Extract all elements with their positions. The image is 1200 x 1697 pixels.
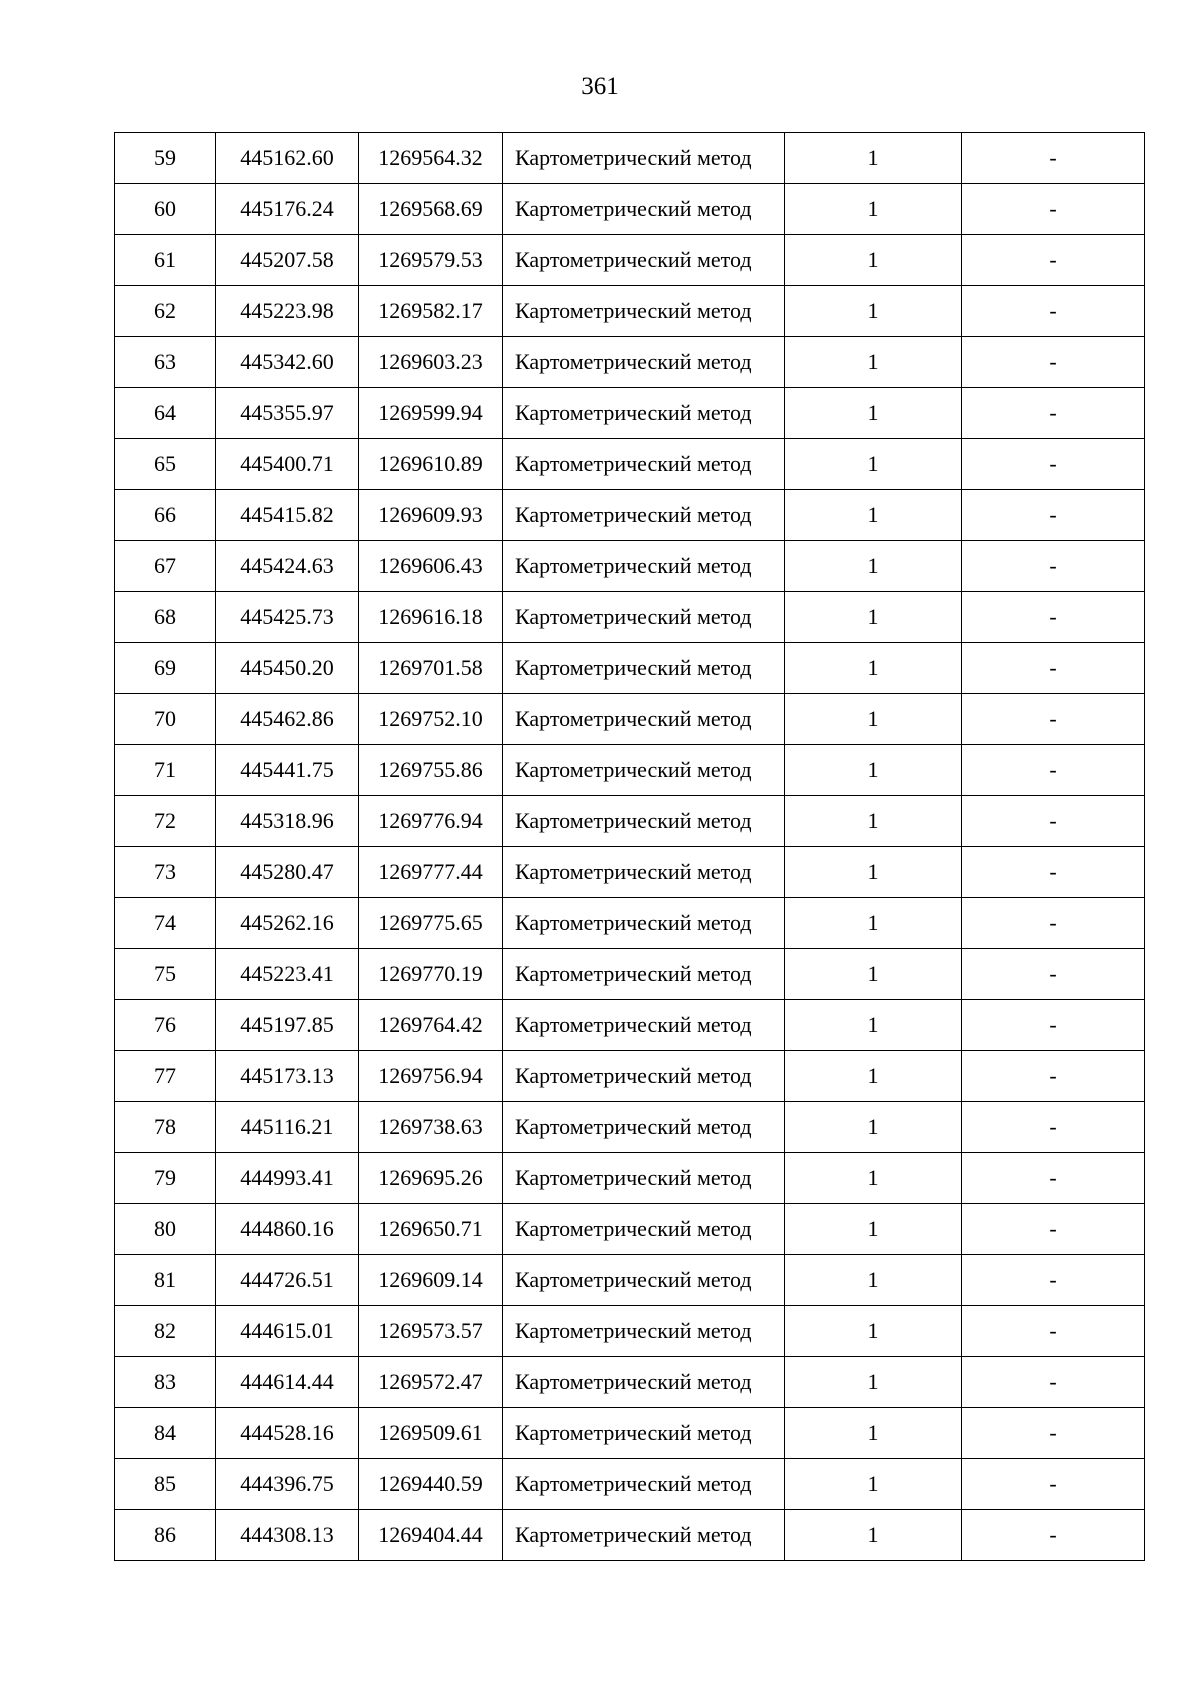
note-cell: - (962, 796, 1145, 847)
method-cell: Картометрический метод (503, 1306, 785, 1357)
table-row (115, 184, 1145, 235)
accuracy-cell: 1 (785, 898, 962, 949)
y-coordinate-cell: 1269616.18 (359, 592, 503, 643)
method-cell: Картометрический метод (503, 898, 785, 949)
page-number: 361 (581, 73, 619, 100)
point-number-cell: 69 (115, 643, 216, 694)
note-cell: - (962, 286, 1145, 337)
x-coordinate-cell: 445262.16 (216, 898, 359, 949)
y-coordinate-cell: 1269701.58 (359, 643, 503, 694)
x-coordinate-cell: 445424.63 (216, 541, 359, 592)
table-row (115, 847, 1145, 898)
method-cell: Картометрический метод (503, 1459, 785, 1510)
point-number-cell: 72 (115, 796, 216, 847)
y-coordinate-cell: 1269650.71 (359, 1204, 503, 1255)
table-row (115, 1357, 1145, 1408)
method-cell: Картометрический метод (503, 286, 785, 337)
table-row (115, 133, 1145, 184)
point-number-cell: 63 (115, 337, 216, 388)
accuracy-cell: 1 (785, 1102, 962, 1153)
point-number-cell: 80 (115, 1204, 216, 1255)
note-cell: - (962, 949, 1145, 1000)
coordinates-table (114, 132, 1145, 1561)
accuracy-cell: 1 (785, 337, 962, 388)
table-row (115, 796, 1145, 847)
y-coordinate-cell: 1269775.65 (359, 898, 503, 949)
y-coordinate-cell: 1269764.42 (359, 1000, 503, 1051)
table-row (115, 898, 1145, 949)
y-coordinate-cell: 1269582.17 (359, 286, 503, 337)
table-row (115, 1510, 1145, 1561)
note-cell: - (962, 1102, 1145, 1153)
note-cell: - (962, 133, 1145, 184)
x-coordinate-cell: 445425.73 (216, 592, 359, 643)
x-coordinate-cell: 445280.47 (216, 847, 359, 898)
note-cell: - (962, 1459, 1145, 1510)
x-coordinate-cell: 444993.41 (216, 1153, 359, 1204)
point-number-cell: 66 (115, 490, 216, 541)
note-cell: - (962, 847, 1145, 898)
accuracy-cell: 1 (785, 235, 962, 286)
method-cell: Картометрический метод (503, 1357, 785, 1408)
point-number-cell: 73 (115, 847, 216, 898)
accuracy-cell: 1 (785, 1510, 962, 1561)
table-row (115, 337, 1145, 388)
table-row (115, 1153, 1145, 1204)
x-coordinate-cell: 444615.01 (216, 1306, 359, 1357)
point-number-cell: 64 (115, 388, 216, 439)
accuracy-cell: 1 (785, 490, 962, 541)
table-row (115, 1000, 1145, 1051)
y-coordinate-cell: 1269755.86 (359, 745, 503, 796)
point-number-cell: 61 (115, 235, 216, 286)
y-coordinate-cell: 1269770.19 (359, 949, 503, 1000)
y-coordinate-cell: 1269695.26 (359, 1153, 503, 1204)
table-row (115, 592, 1145, 643)
table-row (115, 1051, 1145, 1102)
method-cell: Картометрический метод (503, 541, 785, 592)
method-cell: Картометрический метод (503, 796, 785, 847)
x-coordinate-cell: 444860.16 (216, 1204, 359, 1255)
point-number-cell: 83 (115, 1357, 216, 1408)
point-number-cell: 75 (115, 949, 216, 1000)
x-coordinate-cell: 445176.24 (216, 184, 359, 235)
method-cell: Картометрический метод (503, 1051, 785, 1102)
x-coordinate-cell: 445441.75 (216, 745, 359, 796)
note-cell: - (962, 898, 1145, 949)
accuracy-cell: 1 (785, 133, 962, 184)
x-coordinate-cell: 444614.44 (216, 1357, 359, 1408)
table-row (115, 643, 1145, 694)
method-cell: Картометрический метод (503, 643, 785, 694)
table-row (115, 490, 1145, 541)
note-cell: - (962, 1255, 1145, 1306)
x-coordinate-cell: 444396.75 (216, 1459, 359, 1510)
accuracy-cell: 1 (785, 439, 962, 490)
accuracy-cell: 1 (785, 1000, 962, 1051)
accuracy-cell: 1 (785, 949, 962, 1000)
x-coordinate-cell: 444726.51 (216, 1255, 359, 1306)
y-coordinate-cell: 1269776.94 (359, 796, 503, 847)
y-coordinate-cell: 1269568.69 (359, 184, 503, 235)
y-coordinate-cell: 1269752.10 (359, 694, 503, 745)
x-coordinate-cell: 445415.82 (216, 490, 359, 541)
y-coordinate-cell: 1269564.32 (359, 133, 503, 184)
note-cell: - (962, 184, 1145, 235)
x-coordinate-cell: 445400.71 (216, 439, 359, 490)
accuracy-cell: 1 (785, 847, 962, 898)
accuracy-cell: 1 (785, 541, 962, 592)
point-number-cell: 59 (115, 133, 216, 184)
table-row (115, 286, 1145, 337)
accuracy-cell: 1 (785, 1408, 962, 1459)
method-cell: Картометрический метод (503, 439, 785, 490)
point-number-cell: 77 (115, 1051, 216, 1102)
method-cell: Картометрический метод (503, 1102, 785, 1153)
coordinates-table-body (115, 133, 1145, 1561)
note-cell: - (962, 235, 1145, 286)
table-row (115, 1204, 1145, 1255)
method-cell: Картометрический метод (503, 1408, 785, 1459)
method-cell: Картометрический метод (503, 1000, 785, 1051)
method-cell: Картометрический метод (503, 133, 785, 184)
table-row (115, 1408, 1145, 1459)
note-cell: - (962, 592, 1145, 643)
note-cell: - (962, 439, 1145, 490)
accuracy-cell: 1 (785, 694, 962, 745)
point-number-cell: 82 (115, 1306, 216, 1357)
accuracy-cell: 1 (785, 745, 962, 796)
method-cell: Картометрический метод (503, 745, 785, 796)
point-number-cell: 74 (115, 898, 216, 949)
y-coordinate-cell: 1269603.23 (359, 337, 503, 388)
note-cell: - (962, 745, 1145, 796)
x-coordinate-cell: 445207.58 (216, 235, 359, 286)
method-cell: Картометрический метод (503, 490, 785, 541)
accuracy-cell: 1 (785, 796, 962, 847)
method-cell: Картометрический метод (503, 847, 785, 898)
y-coordinate-cell: 1269509.61 (359, 1408, 503, 1459)
point-number-cell: 60 (115, 184, 216, 235)
note-cell: - (962, 541, 1145, 592)
table-row (115, 694, 1145, 745)
table-row (115, 1102, 1145, 1153)
point-number-cell: 70 (115, 694, 216, 745)
accuracy-cell: 1 (785, 1051, 962, 1102)
note-cell: - (962, 490, 1145, 541)
y-coordinate-cell: 1269440.59 (359, 1459, 503, 1510)
method-cell: Картометрический метод (503, 235, 785, 286)
method-cell: Картометрический метод (503, 592, 785, 643)
table-row (115, 235, 1145, 286)
method-cell: Картометрический метод (503, 1204, 785, 1255)
y-coordinate-cell: 1269404.44 (359, 1510, 503, 1561)
table-row (115, 439, 1145, 490)
point-number-cell: 68 (115, 592, 216, 643)
note-cell: - (962, 337, 1145, 388)
point-number-cell: 62 (115, 286, 216, 337)
accuracy-cell: 1 (785, 1204, 962, 1255)
method-cell: Картометрический метод (503, 694, 785, 745)
note-cell: - (962, 1051, 1145, 1102)
y-coordinate-cell: 1269572.47 (359, 1357, 503, 1408)
note-cell: - (962, 388, 1145, 439)
x-coordinate-cell: 445223.41 (216, 949, 359, 1000)
accuracy-cell: 1 (785, 643, 962, 694)
method-cell: Картометрический метод (503, 1510, 785, 1561)
note-cell: - (962, 1408, 1145, 1459)
y-coordinate-cell: 1269609.14 (359, 1255, 503, 1306)
x-coordinate-cell: 445116.21 (216, 1102, 359, 1153)
accuracy-cell: 1 (785, 286, 962, 337)
note-cell: - (962, 1000, 1145, 1051)
y-coordinate-cell: 1269609.93 (359, 490, 503, 541)
point-number-cell: 81 (115, 1255, 216, 1306)
table-row (115, 541, 1145, 592)
note-cell: - (962, 1306, 1145, 1357)
x-coordinate-cell: 445355.97 (216, 388, 359, 439)
x-coordinate-cell: 445342.60 (216, 337, 359, 388)
point-number-cell: 71 (115, 745, 216, 796)
method-cell: Картометрический метод (503, 949, 785, 1000)
y-coordinate-cell: 1269777.44 (359, 847, 503, 898)
note-cell: - (962, 643, 1145, 694)
method-cell: Картометрический метод (503, 337, 785, 388)
accuracy-cell: 1 (785, 184, 962, 235)
x-coordinate-cell: 445173.13 (216, 1051, 359, 1102)
y-coordinate-cell: 1269610.89 (359, 439, 503, 490)
note-cell: - (962, 1357, 1145, 1408)
point-number-cell: 79 (115, 1153, 216, 1204)
accuracy-cell: 1 (785, 1357, 962, 1408)
x-coordinate-cell: 445462.86 (216, 694, 359, 745)
method-cell: Картометрический метод (503, 1255, 785, 1306)
x-coordinate-cell: 445197.85 (216, 1000, 359, 1051)
accuracy-cell: 1 (785, 1255, 962, 1306)
method-cell: Картометрический метод (503, 388, 785, 439)
accuracy-cell: 1 (785, 388, 962, 439)
table-row (115, 388, 1145, 439)
x-coordinate-cell: 445318.96 (216, 796, 359, 847)
point-number-cell: 86 (115, 1510, 216, 1561)
x-coordinate-cell: 445223.98 (216, 286, 359, 337)
table-row (115, 1255, 1145, 1306)
y-coordinate-cell: 1269738.63 (359, 1102, 503, 1153)
method-cell: Картометрический метод (503, 184, 785, 235)
point-number-cell: 76 (115, 1000, 216, 1051)
note-cell: - (962, 1510, 1145, 1561)
table-row (115, 1306, 1145, 1357)
table-row (115, 745, 1145, 796)
x-coordinate-cell: 444528.16 (216, 1408, 359, 1459)
point-number-cell: 85 (115, 1459, 216, 1510)
method-cell: Картометрический метод (503, 1153, 785, 1204)
x-coordinate-cell: 445450.20 (216, 643, 359, 694)
y-coordinate-cell: 1269579.53 (359, 235, 503, 286)
x-coordinate-cell: 445162.60 (216, 133, 359, 184)
y-coordinate-cell: 1269573.57 (359, 1306, 503, 1357)
y-coordinate-cell: 1269599.94 (359, 388, 503, 439)
point-number-cell: 84 (115, 1408, 216, 1459)
accuracy-cell: 1 (785, 1306, 962, 1357)
table-row (115, 1459, 1145, 1510)
note-cell: - (962, 1153, 1145, 1204)
y-coordinate-cell: 1269606.43 (359, 541, 503, 592)
accuracy-cell: 1 (785, 1153, 962, 1204)
accuracy-cell: 1 (785, 592, 962, 643)
note-cell: - (962, 694, 1145, 745)
table-row (115, 949, 1145, 1000)
x-coordinate-cell: 444308.13 (216, 1510, 359, 1561)
point-number-cell: 78 (115, 1102, 216, 1153)
point-number-cell: 67 (115, 541, 216, 592)
accuracy-cell: 1 (785, 1459, 962, 1510)
y-coordinate-cell: 1269756.94 (359, 1051, 503, 1102)
point-number-cell: 65 (115, 439, 216, 490)
note-cell: - (962, 1204, 1145, 1255)
